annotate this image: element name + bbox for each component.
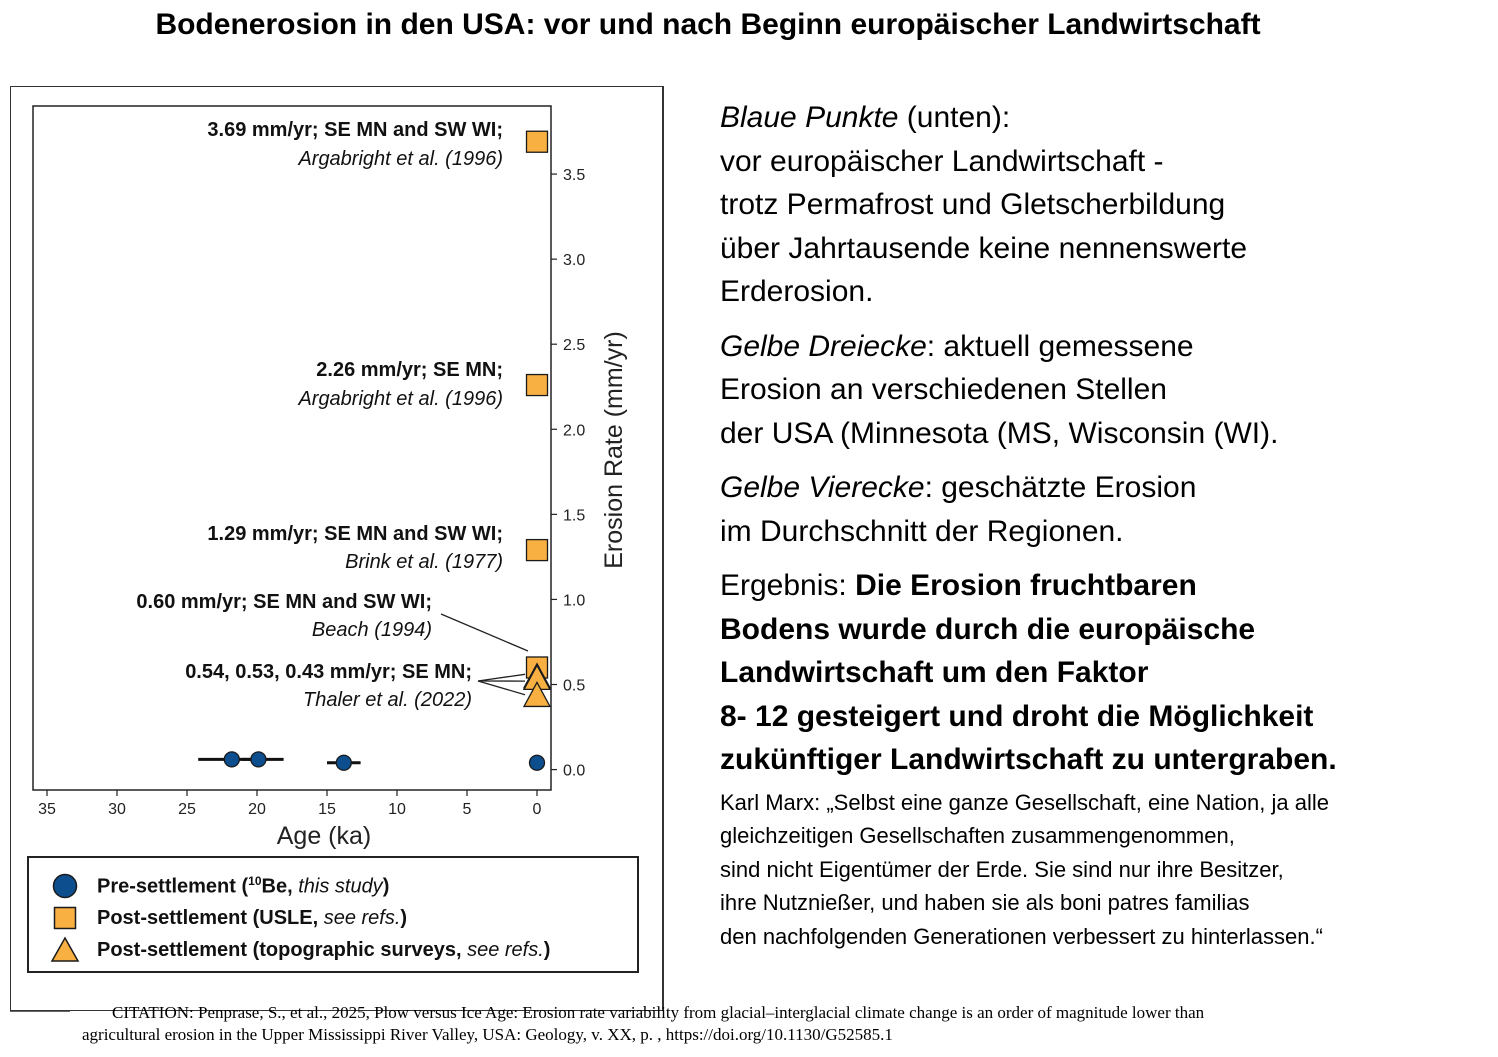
pre-settlement-point: [530, 755, 545, 770]
legend-item-post-settlement-topo: [49, 934, 550, 966]
legend-label: Post-settlement (USLE, see refs.): [97, 906, 408, 929]
y-tick-label: 3.5: [563, 167, 586, 185]
pre-settlement-point: [224, 752, 239, 767]
plot-area: [33, 106, 551, 790]
legend-item-post-settlement-usle: [49, 902, 407, 934]
annotation-reference: Beach (1994): [311, 619, 432, 641]
annotation-leader: [478, 681, 525, 695]
x-tick-label: 15: [318, 801, 336, 818]
y-tick-label: 1.0: [563, 592, 586, 610]
x-tick-label: 10: [388, 801, 406, 818]
annotation-leader: [441, 614, 528, 651]
annotation-leader: [478, 674, 525, 681]
annotation-title: 0.60 mm/yr; SE MN and SW WI;: [136, 591, 432, 613]
annotation-title: 1.29 mm/yr; SE MN and SW WI;: [207, 523, 503, 545]
marx-quote: Karl Marx: „Selbst eine ganze Gesellschaft, eine Nation, ja alle gleichzeitigen Gesellschaften zusammengenommen, sind nicht Eigentümer der Erde. Sie sind nur ihre Besitzer, ihre Nutznießer, und haben sie als boni patres familias den nachfolgenden Generationen verbessert zu hinterlassen.“: [720, 789, 1329, 949]
x-axis-label: Age (ka): [276, 822, 372, 850]
x-tick-label: 30: [108, 801, 126, 818]
legend-item-pre-settlement: [49, 870, 389, 902]
explanation-squares: Gelbe Vierecke: geschätzte Erosion im Durchschnitt der Regionen.: [720, 471, 1197, 548]
x-tick-label: 25: [178, 801, 196, 818]
square-marker-icon: [49, 904, 89, 932]
explanation-triangles: Gelbe Dreiecke: aktuell gemessene Erosion an verschiedenen Stellen der USA (Minnesota (MS, Wisconsin (WI).: [720, 329, 1279, 450]
y-tick-label: 3.0: [563, 252, 586, 270]
usle-square-point: [527, 540, 548, 561]
annotation-title: 2.26 mm/yr; SE MN;: [316, 359, 503, 381]
y-axis-label: Erosion Rate (mm/yr): [600, 331, 628, 569]
explanation-blue: Blaue Punkte (unten): vor europäischer Landwirtschaft - trotz Permafrost und Gletscherbildung über Jahrtausende keine nennenswerte Erderosion.: [720, 101, 1248, 308]
term-blaue-punkte: Blaue Punkte: [720, 101, 899, 134]
explanation-result: Ergebnis: Die Erosion fruchtbaren Bodens wurde durch die europäische Landwirtschaft um den Faktor 8- 12 gesteigert und droht die Möglichkeit zukünftiger Landwirtschaft zu untergraben.: [720, 569, 1337, 776]
circle-marker-icon: [49, 872, 89, 900]
usle-square-point: [527, 375, 548, 396]
annotation-reference: Thaler et al. (2022): [303, 689, 472, 711]
annotation-reference: Argabright et al. (1996): [298, 148, 503, 170]
legend-label: Post-settlement (topographic surveys, see refs.): [97, 938, 551, 961]
annotation-title: 0.54, 0.53, 0.43 mm/yr; SE MN;: [185, 661, 472, 683]
y-tick-label: 1.5: [563, 507, 586, 525]
explanation-panel: [720, 96, 1490, 953]
y-tick-label: 0.5: [563, 677, 586, 695]
usle-square-point: [527, 131, 548, 152]
citation: CITATION: Penprase, S., et al., 2025, Plow versus Ice Age: Erosion rate variability from glacial–interglacial climate change is an order of magnitude lower than agricultural erosion in the Upper Mississippi River Valley, USA: Geology, v. XX, p. , https://doi.org/10.1130/G52585.1: [82, 1003, 1205, 1044]
triangle-marker-icon: [49, 936, 89, 964]
page-title: Bodenerosion in den USA: vor und nach Beginn europäischer Landwirtschaft: [155, 8, 1261, 41]
term-gelbe-vierecke: Gelbe Vierecke: [720, 471, 925, 504]
pre-settlement-point: [336, 755, 351, 770]
annotation-title: 3.69 mm/yr; SE MN and SW WI;: [207, 119, 503, 141]
divider-rule: [10, 1011, 70, 1012]
term-gelbe-dreiecke: Gelbe Dreiecke: [720, 329, 927, 363]
x-tick-label: 35: [38, 801, 56, 818]
x-tick-label: 5: [462, 801, 472, 818]
x-tick-label: 20: [248, 801, 266, 818]
chart-legend: [27, 856, 639, 973]
y-tick-label: 2.0: [563, 422, 586, 440]
legend-label: Pre-settlement ($^{10}$Be, this study): [97, 873, 390, 898]
annotation-reference: Argabright et al. (1996): [298, 388, 503, 410]
y-tick-label: 2.5: [563, 337, 586, 355]
erosion-chart: [0, 0, 664, 860]
x-tick-label: 0: [532, 801, 542, 818]
annotation-reference: Brink et al. (1977): [345, 551, 503, 573]
pre-settlement-point: [251, 752, 266, 767]
y-tick-label: 0.0: [563, 762, 586, 780]
